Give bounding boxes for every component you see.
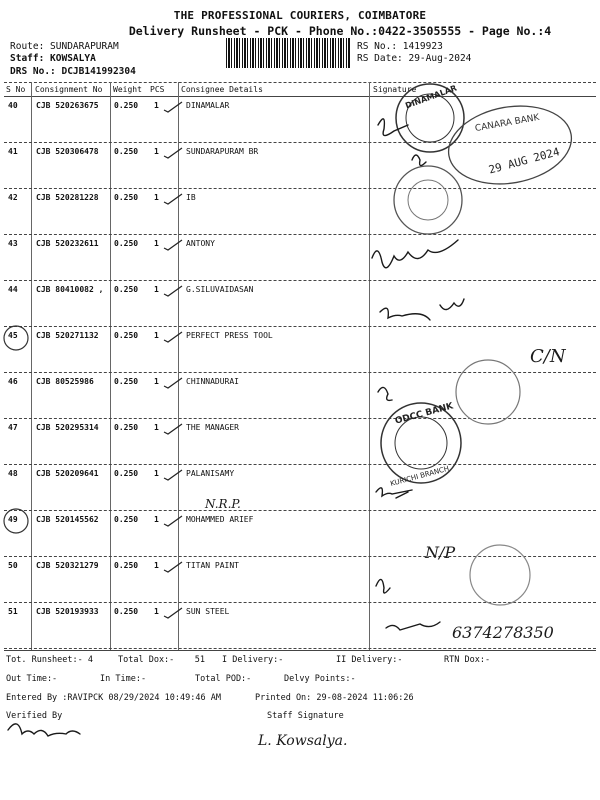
row-consignment-no: CJB 520232611 [36,239,99,248]
row-pcs: 1 [154,147,159,156]
row-consignment-no: CJB 520281228 [36,193,99,202]
row-weight: 0.250 [114,469,139,478]
col-header-weight: Weight [113,85,142,94]
total-dox: Total Dox:- 51 [118,655,205,665]
handwriting-np: N/P [425,543,456,562]
row-consignment-no: CJB 520271132 [36,331,99,340]
row-pcs: 1 [154,607,159,616]
total-runsheet: Tot. Runsheet:- 4 [6,655,93,665]
signature-row41 [412,155,426,166]
staff-label: Staff: KOWSALYA [10,53,96,64]
row-consignee: MOHAMMED ARIEF [186,515,254,524]
row-weight: 0.250 [114,515,139,524]
row-sno: 49 [8,515,18,524]
row-consignee: TITAN PAINT [186,561,239,570]
rtn-dox: RTN Dox:- [444,655,491,665]
row-weight: 0.250 [114,561,139,570]
row-consignee: THE MANAGER [186,423,239,432]
row-weight: 0.250 [114,377,139,386]
row-consignee: ANTONY [186,239,215,248]
handwriting-phone: 6374278350 [452,623,554,642]
in-time: In Time:- [100,674,147,684]
staff-signature-label: Staff Signature [267,711,344,721]
row-consignee: CHINNADURAI [186,377,239,386]
row-weight: 0.250 [114,193,139,202]
row-sno: 43 [8,239,18,248]
row-pcs: 1 [154,285,159,294]
row-sno: 48 [8,469,18,478]
ii-delivery: II Delivery:- [336,655,403,665]
row-consignment-no: CJB 80410082 , [36,285,104,294]
dinamalar-stamp-text: DINAMALAR [404,83,459,111]
row-pcs: 1 [154,193,159,202]
signature-row48 [376,488,412,498]
signature-row40 [378,119,408,136]
row-sno: 45 [8,331,18,340]
row-consignment-no: CJB 520263675 [36,101,99,110]
out-time: Out Time:- [6,674,58,684]
col-header-pcs: PCS [150,85,165,94]
row46-stamp [456,360,520,424]
row-consignment-no: CJB 520209641 [36,469,99,478]
odcc-stamp-branch: KURICHI BRANCH [389,464,450,488]
delvy-points: Delvy Points:- [284,674,356,684]
row-consignee: PERFECT PRESS TOOL [186,331,273,340]
row-consignment-no: CJB 520295314 [36,423,99,432]
col-header-consignee: Consignee Details [181,85,263,94]
rs-number: RS No.: 1419923 [357,41,443,52]
row-weight: 0.250 [114,331,139,340]
row-sno: 41 [8,147,18,156]
row-sno: 40 [8,101,18,110]
row-weight: 0.250 [114,423,139,432]
row-consignment-no: CJB 80525986 [36,377,94,386]
row-pcs: 1 [154,377,159,386]
row-sno: 42 [8,193,18,202]
bank-round-stamp [394,166,462,234]
handwriting-cn: C/N [530,346,566,367]
signature-row50 [376,579,390,593]
printed-on: Printed On: 29-08-2024 11:06:26 [255,693,414,703]
row-sno: 50 [8,561,18,570]
row-consignee: DINAMALAR [186,101,230,110]
signature-row46 [378,387,392,400]
odcc-stamp-text: ODCC BANK [394,401,455,427]
drs-number: DRS No.: DCJB141992304 [10,66,136,77]
row-sno: 51 [8,607,18,616]
route-label: Route: SUNDARAPURAM [10,41,119,52]
signature-row51 [386,622,440,630]
row-weight: 0.250 [114,147,139,156]
total-pod: Total POD:- [195,674,252,684]
i-delivery: I Delivery:- [222,655,284,665]
col-header-signature: Signature [373,85,417,94]
canara-stamp-date: 29 AUG 2024 [487,145,562,177]
row-pcs: 1 [154,561,159,570]
signature-row44 [380,299,464,320]
row-weight: 0.250 [114,101,139,110]
row-consignment-no: CJB 520193933 [36,607,99,616]
rs-date: RS Date: 29-Aug-2024 [357,53,472,64]
canara-stamp-text: CANARA BANK [474,112,541,135]
row-weight: 0.250 [114,239,139,248]
row-pcs: 1 [154,331,159,340]
col-header-consignment: Consignment No [35,85,103,94]
circle-mark-row49 [4,509,28,533]
entered-by: Entered By :RAVIPCK 08/29/2024 10:49:46 AM [6,693,221,703]
row-consignment-no: CJB 520306478 [36,147,99,156]
row-weight: 0.250 [114,607,139,616]
row-consignee: IB [186,193,196,202]
handwriting-nrp: N.R.P. [205,497,241,511]
runsheet-subtitle: Delivery Runsheet - PCK - Phone No.:0422-3505555 - Page No.:4 [128,24,552,38]
bank-round-stamp-inner [408,180,448,220]
row-pcs: 1 [154,101,159,110]
row-pcs: 1 [154,515,159,524]
verified-by-label: Verified By [6,711,63,721]
row-sno: 47 [8,423,18,432]
row-pcs: 1 [154,239,159,248]
verified-by-signature [8,724,80,736]
row-consignee: SUNDARAPURAM BR [186,147,259,156]
signature-row43 [372,240,458,268]
row-consignee: G.SILUVAIDASAN [186,285,254,294]
col-header-sno: S No [6,85,26,94]
row-weight: 0.250 [114,285,139,294]
row-consignment-no: CJB 520145562 [36,515,99,524]
row-sno: 46 [8,377,18,386]
row-pcs: 1 [154,469,159,478]
handwriting-staff-sign: L. Kowsalya. [258,733,348,749]
row-consignment-no: CJB 520321279 [36,561,99,570]
circle-mark-row45 [4,326,28,350]
row50-stamp [470,545,530,605]
row-consignee: SUN STEEL [186,607,230,616]
row-sno: 44 [8,285,18,294]
company-title: THE PROFESSIONAL COURIERS, COIMBATORE [173,9,427,22]
row-consignee: PALANISAMY [186,469,235,478]
row-pcs: 1 [154,423,159,432]
